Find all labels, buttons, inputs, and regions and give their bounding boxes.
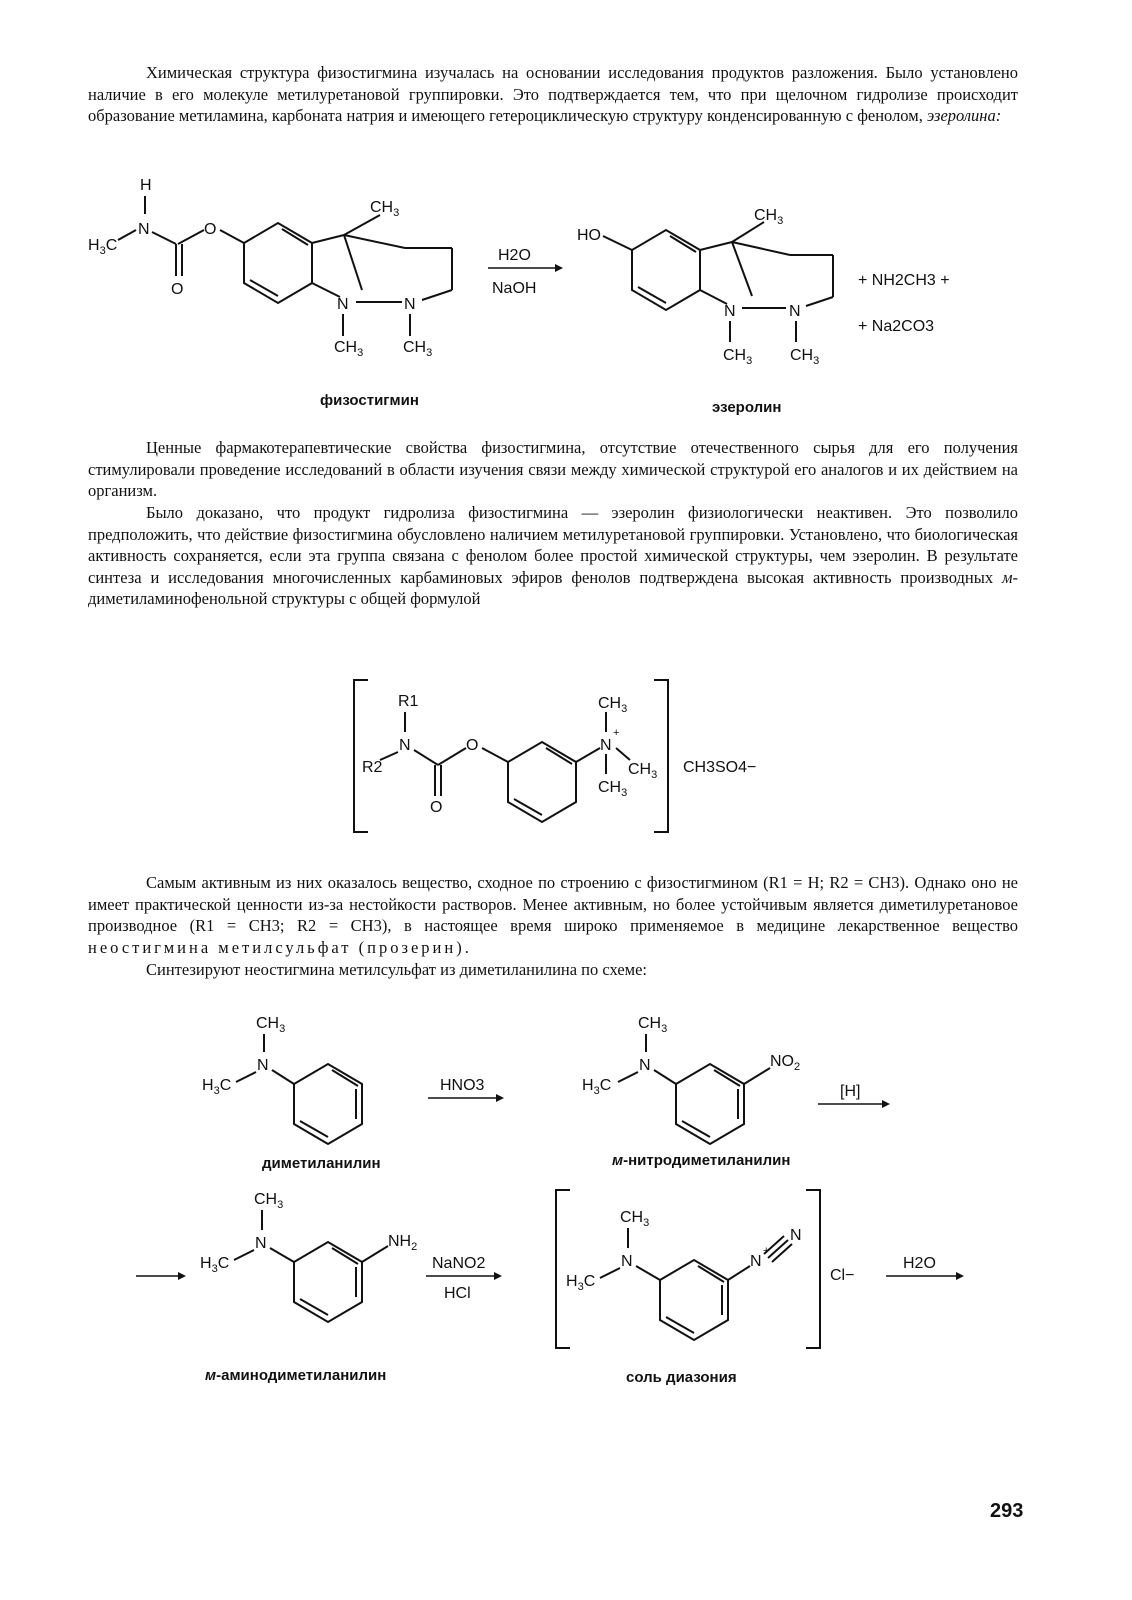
physostigmine-label: физостигмин (320, 392, 419, 409)
m-nitrodimethylaniline-structure (582, 1015, 800, 1144)
continuation-arrow (136, 1272, 186, 1280)
chloride-anion: Cl− (830, 1267, 855, 1284)
general-formula-structure (354, 680, 668, 832)
svg-text:CH3: $CH_3$ (334, 339, 364, 359)
svg-text:+: + (613, 727, 620, 739)
svg-text:CH3: $CH_3$ (370, 199, 400, 219)
svg-text:CH3: $CH_3$ (256, 1015, 286, 1035)
svg-text:N: N (790, 1227, 802, 1244)
svg-text:H2O: H2O (498, 247, 531, 264)
svg-text:NH2: $NH_2$ (388, 1233, 418, 1253)
eserolin-structure (577, 207, 833, 367)
paragraph-eserolin-text: Было доказано, что продукт гидролиза физостигмина — эзеролин физиологически неактивен. Это позволило предположить, что действие физостигмина обусловлено наличием метилуретановой группировки. Установлено, что биологическая активность сохраняется, если эта группа связана с фенолом более простой химической структуры, чем эзеролин. В результате синтеза и исследования многочисленных карбаминовых эфиров фенолов подтверждена высокая активность производных (88, 503, 1018, 587)
svg-text:H2O: H2O (903, 1255, 936, 1272)
m-nitrodimethylaniline-label: м-нитродиметиланилин (612, 1152, 791, 1169)
neostigmine-spaced-name: неостигмина метилсульфат (прозерин) (88, 937, 465, 957)
svg-text:NaNO2: NaNO2 (432, 1255, 486, 1272)
dimethylaniline-label: диметиланилин (262, 1155, 381, 1172)
svg-text:CH3: $CH_3$ (620, 1209, 650, 1229)
dimethylaniline-structure (202, 1015, 362, 1144)
svg-text:CH3: $CH_3$ (598, 695, 628, 715)
svg-text:N: N (639, 1057, 651, 1074)
svg-text:H3C: $H_3C$ (202, 1077, 232, 1097)
svg-text:N: N (399, 737, 411, 754)
paragraph-intro-text: Химическая структура физостигмина изучалась на основании исследования продуктов разложения. Было установлено наличие в его молекуле метилуретановой группировки. Это подтверждается тем, что при щелочном гидролизе происходит образование метиламина, карбоната натрия и имеющего гетероциклическую структуру конденсированную с фенолом, (88, 63, 1018, 125)
svg-text:CH3: $CH_3$ (403, 339, 433, 359)
methylsulfate-anion: CH3SO4− (683, 759, 757, 776)
svg-text:HO: HO (577, 227, 601, 244)
paragraph-neostigmine: Самым активным из них оказалось вещество, сходное по строению с физостигмином (R1 = H; R2 = CH3). Однако оно не имеет практической ценности из-за нестойкости растворов. Менее активным, но более устойчивым является диметилуретановое производное (R1 = CH3; R2 = CH3), в настоящее время широко применяемое в медицине лекарственное вещество неостигмина метилсульфат (прозерин). (88, 873, 1018, 957)
svg-text:O: O (171, 281, 184, 298)
meta-italic: м (1001, 567, 1013, 587)
svg-text:N: N (789, 303, 801, 320)
reaction-arrow-nitration (428, 1077, 504, 1102)
m-aminodimethylaniline-structure (200, 1191, 417, 1322)
eserolin-label: эзеролин (712, 399, 782, 416)
page-number: 293 (990, 1500, 1024, 1522)
svg-text:N: N (138, 221, 150, 238)
svg-text:N: N (750, 1253, 762, 1270)
svg-text:O: O (204, 221, 217, 238)
diazonium-salt-label: соль диазония (626, 1369, 737, 1386)
svg-text:R1: R1 (398, 693, 419, 710)
svg-text:[H]: [H] (840, 1083, 861, 1100)
byproduct-methylamine: + NH2CH3 + (858, 272, 950, 289)
svg-text:NO2: $NO_2$ (770, 1053, 801, 1073)
svg-text:H3C: $H_3C$ (200, 1255, 230, 1275)
paragraph-synthesis: Синтезируют неостигмина метилсульфат из диметиланилина по схеме: (146, 960, 647, 979)
svg-text:N: N (404, 296, 416, 313)
m-aminodimethylaniline-label: м-аминодиметиланилин (205, 1367, 387, 1384)
svg-text:HNO3: HNO3 (440, 1077, 485, 1094)
reaction-arrow-hydrolysis-final (886, 1255, 964, 1280)
eserolin-italic: эзеролина: (926, 106, 1002, 125)
svg-text:N: N (621, 1253, 633, 1270)
paragraph-eserolin-end: -диметиламинофенольной структуры с общей формулой (88, 567, 1018, 608)
svg-text:NaOH: NaOH (492, 280, 537, 297)
svg-text:CH3: $CH_3$ (628, 761, 658, 781)
paragraph-pharmacology: Ценные фармакотерапевтические свойства физостигмина, отсутствие отечественного сырья для его получения стимулировали проведение исследований в области изучения связи между химической структурой его аналогов и их действием на организм. (88, 438, 1018, 500)
reaction-arrow-reduction (818, 1083, 890, 1108)
svg-text:H3C: $H_3C$ (582, 1077, 612, 1097)
svg-text:CH3: $CH_3$ (723, 347, 753, 367)
svg-text:N: N (724, 303, 736, 320)
svg-text:O: O (430, 799, 443, 816)
svg-text:N: N (600, 737, 612, 754)
svg-text:H3C: $H_3C$ (88, 237, 118, 257)
paragraph-neostigmine-text: Самым активным из них оказалось вещество, сходное по строению с физостигмином (R1 = H; R2 = CH3). Однако оно не имеет практической ценности из-за нестойкости растворов. Менее активным, но более устойчивым является диметилуретановое производное (R1 = CH3; R2 = CH3), в настоящее время широко применяемое в медицине лекарственное вещество (88, 873, 1018, 935)
paragraph-eserolin-inactive (88, 502, 1018, 610)
byproduct-sodium-carbonate: + Na2CO3 (858, 318, 935, 335)
svg-text:H: H (140, 177, 152, 194)
svg-text:CH3: $CH_3$ (254, 1191, 284, 1211)
svg-text:CH3: $CH_3$ (598, 779, 628, 799)
svg-text:H3C: $H_3C$ (566, 1273, 596, 1293)
svg-text:+: + (763, 1245, 770, 1257)
svg-text:CH3: $CH_3$ (638, 1015, 668, 1035)
svg-text:CH3: $CH_3$ (790, 347, 820, 367)
svg-text:CH3: $CH_3$ (754, 207, 784, 227)
svg-text:O: O (466, 737, 479, 754)
svg-text:N: N (337, 296, 349, 313)
reaction-arrow-hydrolysis (488, 247, 563, 297)
reaction-arrow-diazotization (426, 1255, 502, 1302)
svg-text:HCl: HCl (444, 1285, 471, 1302)
svg-text:N: N (255, 1235, 267, 1252)
physostigmine-structure (88, 177, 452, 359)
svg-text:R2: R2 (362, 759, 383, 776)
diazonium-salt-structure (556, 1190, 820, 1348)
svg-text:N: N (257, 1057, 269, 1074)
